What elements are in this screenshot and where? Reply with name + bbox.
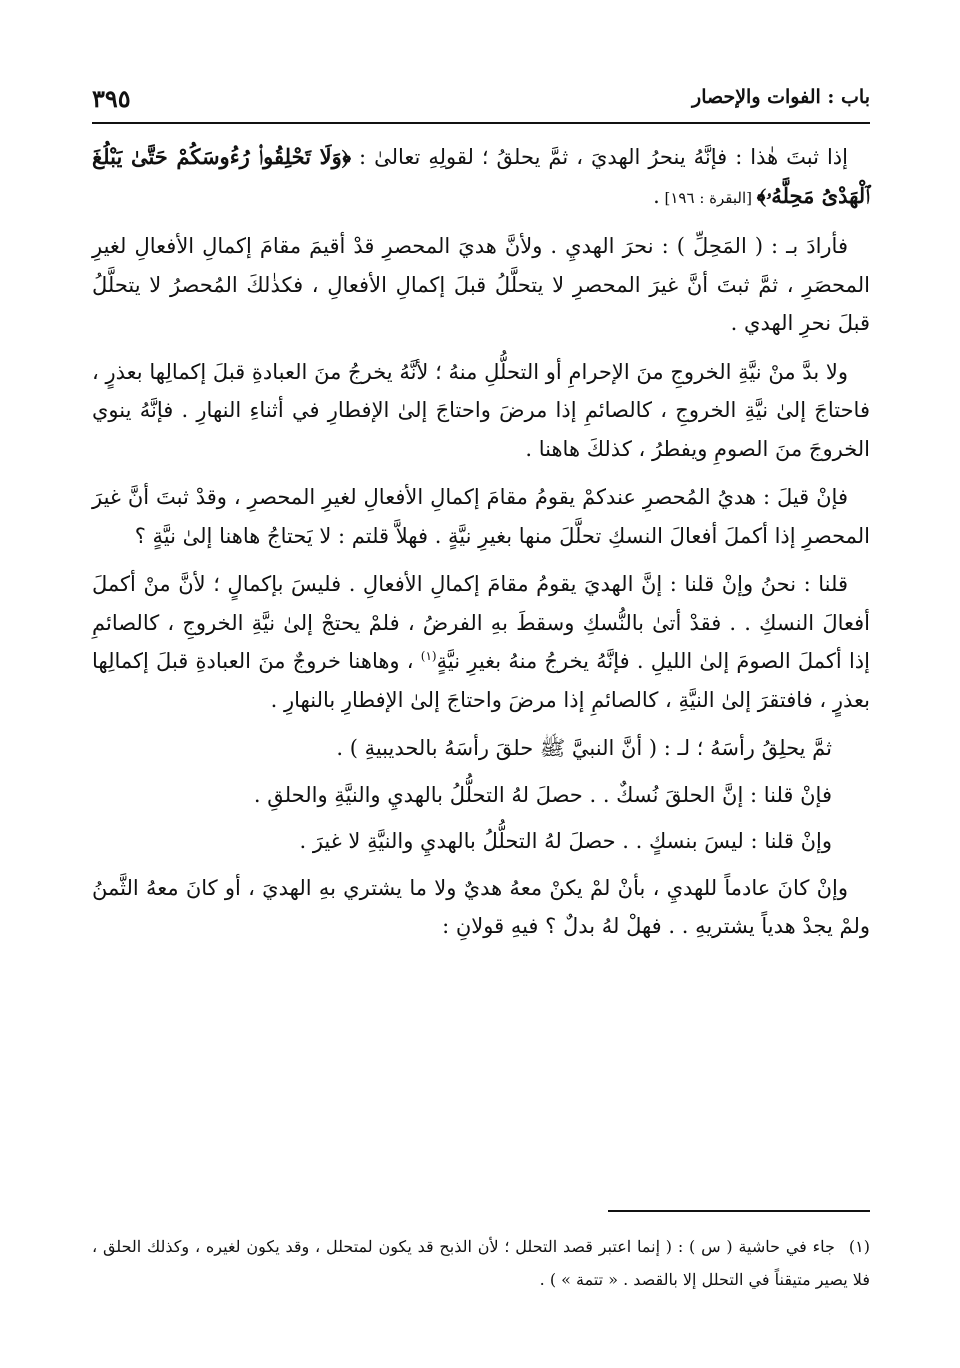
footnote-marker: (١)	[420, 649, 437, 663]
paragraph-5-text-b: ، وهاهنا خروجٌ منَ العبادةِ قبلَ إكمالِها بعذرٍ ، فافتقرَ إلىٰ النيَّةِ ، كالصائمِ إذا مرضَ واحتاجَ إلىٰ الإفطارِ بالنهارِ .	[92, 649, 870, 712]
paragraph-7: فإنْ قلنا : إنَّ الحلقَ نُسكٌ . . حصلَ لهُ التحلُّلُ بالهديِ والنيَّةِ والحلقِ .	[253, 782, 832, 807]
chapter-title: باب : الفوات والإحصار	[692, 86, 870, 108]
paragraph-8: وإنْ قلنا : ليسَ بنسكٍ . . حصلَ لهُ التحلُّلُ بالهديِ والنيَّةِ لا غيرَ .	[299, 829, 832, 853]
quran-bracket-close: ﴾	[756, 182, 767, 208]
paragraph-5	[92, 565, 870, 719]
paragraph-6: ثمَّ يحلِقُ رأسَهُ ؛ لـ : ( أنَّ النبيَّ ﷺ حلقَ رأسَهُ بالحديبيةِ ) .	[336, 736, 832, 760]
paragraph-9: وإنْ كانَ عادماً للهديِ ، بأنْ لمْ يكنْ معهُ هديٌ ولا ما يشتري بهِ الهديَ ، أو كانَ معهُ الثَّمنُ ولمْ يجدْ هدياً يشتريهِ . . فهلْ لهُ بدلٌ ؟ فيهِ قولانِ :	[92, 875, 870, 938]
paragraph-1-end: .	[653, 183, 660, 208]
paragraph-2: فأرادَ بـ : ( المَحِلِّ ) : نحرَ الهديِ . ولأنَّ هديَ المحصرِ قدْ أقيمَ مقامَ إكمالِ الأفعالِ لغيرِ المحصَرِ ، ثمَّ ثبتَ أنَّ غيرَ المحصرِ لا يتحلَّلُ قبلَ إكمالِ الأفعالِ ، فكذٰلكَ المُحصرُ لا يتحلَّلُ قبلَ نحرِ الهدي .	[92, 234, 870, 335]
quran-verse: وَلَا تَحْلِقُوا۟ رُءُوسَكُمْ حَتَّىٰ يَبْلُغَ ٱلْهَدْىُ مَحِلَّهُۥ	[92, 144, 870, 208]
footnote-text: جاء في حاشية ( س ) : ( إنما اعتبر قصد التحلل ؛ لأن الذبح قد يكون لمتحلل ، وقد يكون لغيره ، وكذلك الحلق ، فلا يصير متيقناً في التحلل إلا بالقصد . « تتمة » ) .	[92, 1237, 870, 1289]
main-text	[92, 138, 870, 946]
quran-bracket-open: ﴿	[341, 144, 352, 169]
paragraph-5-text-a: قلنا : نحنُ وإنْ قلنا : إنَّ الهديَ يقومُ مقامَ إكمالِ الأفعالِ . فليسَ بإكمالٍ ؛ لأنَّ منْ أكملَ أفعالَ النسكِ . . فقدْ أتىٰ بالنُّسكِ وسقطَ بهِ الفرضُ ، فلمْ يحتجْ إلىٰ نيَّةِ الخروجِ ، كالصائمِ إذا أكملَ الصومَ إلىٰ الليلِ . فإنَّهُ يخرجُ منهُ بغيرِ نيَّةٍ	[92, 572, 870, 673]
footnote-divider	[608, 1210, 870, 1212]
running-header	[92, 78, 870, 124]
page-number: ٣٩٥	[92, 84, 131, 113]
paragraph-1	[92, 138, 870, 217]
footnote-number: (١)	[848, 1237, 870, 1256]
paragraph-4: فإنْ قيلَ : هديُ المُحصرِ عندكمْ يقومُ مقامَ إكمالِ الأفعالِ لغيرِ المحصرِ ، وقدْ ثبتَ أنَّ غيرَ المحصرِ إذا أكملَ أفعالَ النسكِ تحلَّلَ منها بغيرِ نيَّةٍ . فهلاَّ قلتم : لا يَحتاجُ هاهنا إلىٰ نيَّةٍ ؟	[92, 485, 870, 548]
paragraph-3: ولا بدَّ منْ نيَّةِ الخروجِ منَ الإحرامِ أو التحلُّلِ منهُ ؛ لأنَّهُ يخرجُ منَ العبادةِ قبلَ إكمالِها بعذرٍ ، فاحتاجَ إلىٰ نيَّةِ الخروجِ ، كالصائمِ إذا مرضَ واحتاجَ إلىٰ الإفطارِ في أثناءِ النهارِ . فإنَّهُ ينوي الخروجَ منَ الصومِ ويفطرُ ، كذلكَ هاهنا .	[92, 359, 870, 461]
footnote-1	[92, 1230, 870, 1296]
book-page	[92, 78, 870, 1348]
footnotes	[92, 1230, 870, 1296]
paragraph-1-text: إذا ثبتَ هٰذا : فإنَّهُ ينحرُ الهديَ ، ثمَّ يحلقُ ؛ لقولِهِ تعالىٰ :	[351, 145, 848, 169]
verse-reference: [البقرة : ١٩٦]	[659, 188, 757, 207]
